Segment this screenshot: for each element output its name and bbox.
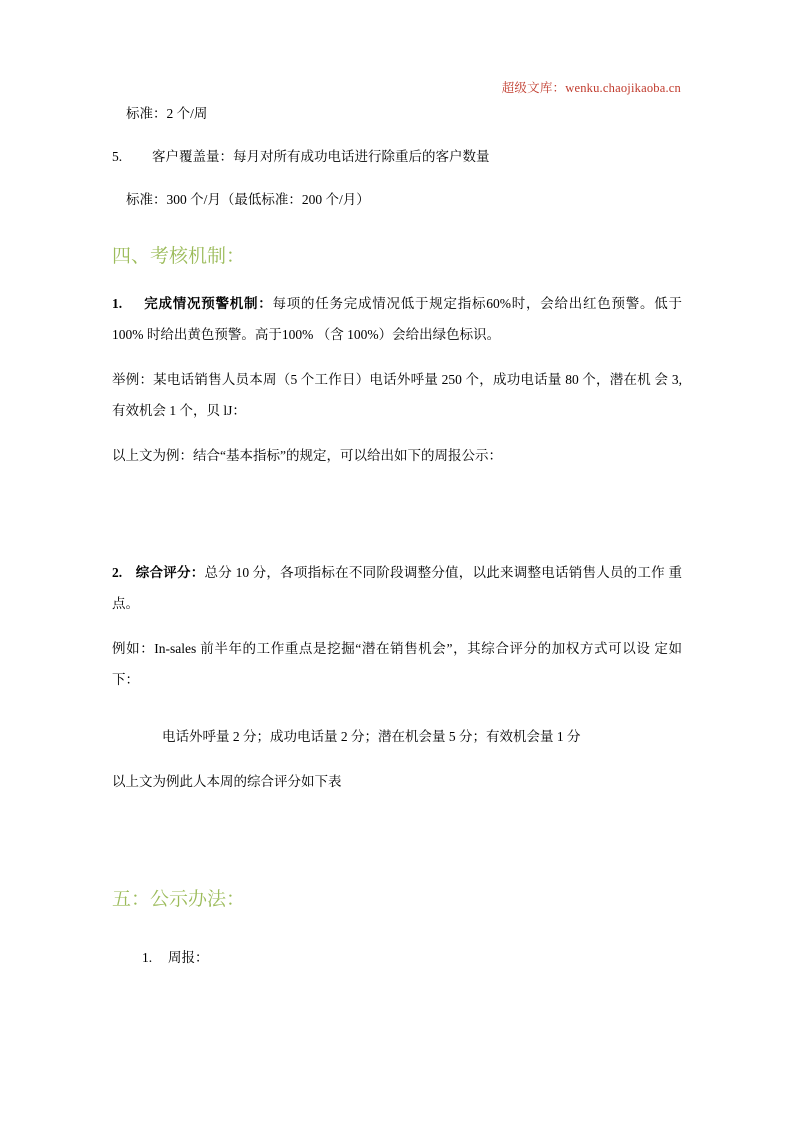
mechanism-2-text: 总分 10 分，各项指标在不同阶段调整分值，以此来调整电话销售人员的工作 重点。 — [112, 565, 683, 611]
spacer — [112, 128, 682, 142]
spacer — [112, 619, 682, 633]
example-1-paragraph: 举例：某电话销售人员本周（5 个工作日）电话外呼量 250 个，成功电话量 80 个，潜在机 会 3,有效机会 1 个，贝 lJ： — [112, 372, 682, 418]
standard-month-line: 标准：300 个/月（最低标准：200 个/月） — [126, 192, 370, 207]
spacer — [112, 917, 682, 943]
spacer-table-placeholder-2 — [112, 797, 682, 883]
sub-list-item-1-text: 周报： — [168, 950, 209, 965]
spacer — [112, 350, 682, 364]
mechanism-2-label: 综合评分： — [135, 565, 205, 580]
spacer — [112, 274, 682, 288]
standard-week-line: 标准：2 个/周 — [126, 106, 208, 121]
list-item-5-text: 客户覆盖量：每月对所有成功电话进行除重后的客户数量 — [152, 149, 490, 164]
list-item-5 — [112, 142, 682, 172]
sub-list-item-1-number: 1. — [142, 950, 153, 965]
spacer — [112, 214, 682, 240]
mechanism-2-paragraph — [112, 557, 682, 619]
section-heading-4: 四、考核机制： — [112, 246, 246, 267]
section-heading-5: 五：公示办法： — [112, 889, 246, 910]
mechanism-1-label: 完成情况预警机制： — [144, 296, 273, 311]
mechanism-1-text: 每项的任务完成情况低于规定指标60%时，会给出红色预警。低于 100% 时给出黄色预警。高于100% （含 100%）会给出绿色标识。 — [112, 296, 682, 342]
spacer-table-placeholder-1 — [112, 471, 682, 557]
example-1b-paragraph: 以上文为例：结合“基本指标”的规定，可以给出如下的周报公示： — [112, 448, 502, 463]
mechanism-2-number: 2. — [112, 565, 123, 580]
list-item-5-number: 5. — [112, 149, 123, 164]
sub-list-item-1 — [142, 943, 682, 973]
spacer — [112, 752, 682, 766]
spacer — [112, 426, 682, 440]
spacer — [112, 695, 682, 721]
mechanism-1-paragraph — [112, 288, 682, 350]
weights-line: 电话外呼量 2 分；成功电话量 2 分；潜在机会量 5 分；有效机会量 1 分 — [162, 729, 581, 744]
example-2-paragraph: 例如：In-sales 前半年的工作重点是挖掘“潜在销售机会”，其综合评分的加权方式可以设 定如下： — [112, 641, 682, 687]
example-2b-paragraph: 以上文为例此人本周的综合评分如下表 — [112, 774, 342, 789]
watermark-text: 超级文库：wenku.chaojikaoba.cn — [501, 81, 681, 95]
spacer — [112, 172, 682, 186]
document-body — [112, 100, 682, 973]
mechanism-1-number: 1. — [112, 296, 123, 311]
